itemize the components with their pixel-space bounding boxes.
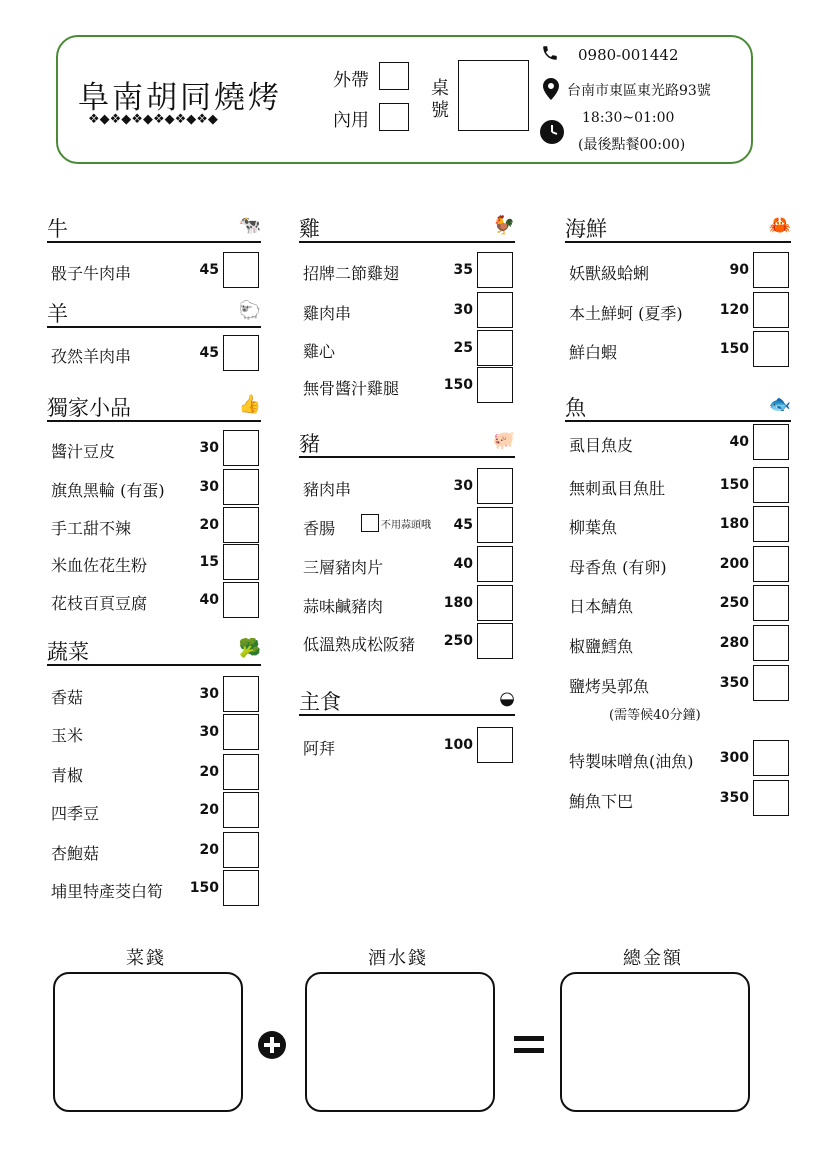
quantity-box[interactable] — [223, 252, 259, 288]
menu-item-price: 35 — [453, 262, 473, 278]
section-title: 主食 — [299, 690, 341, 714]
menu-item-name: 豬肉串 — [303, 480, 352, 499]
plus-circle-icon — [257, 1030, 287, 1060]
menu-item-price: 30 — [453, 478, 473, 494]
quantity-box[interactable] — [477, 507, 513, 543]
menu-item-name: 椒鹽鱈魚 — [569, 637, 634, 656]
menu-item-price: 250 — [443, 633, 473, 649]
menu-item-price: 280 — [719, 635, 749, 651]
menu-item-price: 250 — [719, 595, 749, 611]
food-total-label: 菜錢 — [126, 948, 166, 969]
menu-item-price: 40 — [453, 556, 473, 572]
menu-item-name: 無骨醬汁雞腿 — [303, 379, 400, 398]
section-divider — [565, 420, 791, 422]
menu-item-name: 旗魚黑輪 (有蛋) — [51, 481, 165, 500]
location-pin-icon — [543, 78, 559, 100]
section-divider — [565, 241, 791, 243]
quantity-box[interactable] — [477, 292, 513, 328]
quantity-box[interactable] — [753, 292, 789, 328]
menu-item-price: 15 — [199, 554, 219, 570]
section-title: 雞 — [299, 217, 320, 241]
menu-item-name: 雞肉串 — [303, 304, 352, 323]
menu-item-name: 鮮白蝦 — [569, 343, 618, 362]
cow-icon: 🐄 — [238, 215, 261, 236]
phone-number: 0980-001442 — [578, 46, 679, 64]
menu-item-name: 雞心 — [303, 342, 336, 361]
quantity-box[interactable] — [753, 424, 789, 460]
menu-item-name: 日本鯖魚 — [569, 597, 634, 616]
menu-item-name: 四季豆 — [51, 804, 100, 823]
menu-item-price: 150 — [443, 377, 473, 393]
menu-item-price: 200 — [719, 556, 749, 572]
equals-icon — [514, 1034, 544, 1056]
menu-item-name: 柳葉魚 — [569, 518, 618, 537]
menu-item-name: 花枝百頁豆腐 — [51, 594, 148, 613]
title-decoration: ❖◆❖◆❖◆❖◆❖◆❖◆ — [88, 112, 218, 127]
quantity-box[interactable] — [753, 252, 789, 288]
quantity-box[interactable] — [223, 792, 259, 828]
sheep-icon: 🐑 — [238, 300, 261, 321]
menu-item-price: 30 — [199, 724, 219, 740]
bowl-icon: ◒ — [499, 688, 515, 709]
drink-total-box[interactable] — [305, 972, 495, 1112]
menu-item-price: 90 — [729, 262, 749, 278]
menu-item-name: 蒜味鹹豬肉 — [303, 597, 384, 616]
clock-icon — [539, 119, 565, 145]
section-title: 羊 — [47, 302, 68, 326]
table-label-1: 桌 — [431, 78, 449, 99]
crab-icon: 🦀 — [768, 215, 791, 236]
last-order-time: (最後點餐00:00) — [578, 137, 686, 153]
no-garlic-label: 不用蒜頭哦 — [381, 520, 431, 531]
food-total-box[interactable] — [53, 972, 243, 1112]
quantity-box[interactable] — [477, 727, 513, 763]
quantity-box[interactable] — [753, 740, 789, 776]
drink-total-label: 酒水錢 — [368, 948, 428, 969]
quantity-box[interactable] — [223, 507, 259, 543]
dinein-checkbox[interactable] — [379, 103, 409, 131]
quantity-box[interactable] — [477, 546, 513, 582]
table-label-2: 號 — [431, 100, 449, 121]
menu-item-price: 350 — [719, 790, 749, 806]
menu-item-name: 米血佐花生粉 — [51, 556, 148, 575]
menu-item-name: 手工甜不辣 — [51, 519, 132, 538]
section-divider — [299, 241, 515, 243]
menu-item-price: 350 — [719, 675, 749, 691]
menu-item-price: 100 — [443, 737, 473, 753]
menu-item-price: 150 — [719, 341, 749, 357]
grand-total-label: 總金額 — [623, 948, 683, 969]
dinein-label: 內用 — [333, 110, 369, 131]
menu-item-price: 45 — [199, 345, 219, 361]
section-title: 魚 — [565, 396, 586, 420]
takeout-checkbox[interactable] — [379, 62, 409, 90]
quantity-box[interactable] — [223, 832, 259, 868]
table-number-box[interactable] — [458, 60, 529, 131]
takeout-label: 外帶 — [333, 70, 369, 91]
menu-item-name: 招牌二節雞翅 — [303, 264, 400, 283]
quantity-box[interactable] — [753, 780, 789, 816]
quantity-box[interactable] — [477, 585, 513, 621]
menu-item-price: 300 — [719, 750, 749, 766]
section-divider — [299, 714, 515, 716]
quantity-box[interactable] — [753, 467, 789, 503]
section-divider — [47, 241, 261, 243]
menu-item-price: 40 — [199, 592, 219, 608]
quantity-box[interactable] — [477, 330, 513, 366]
section-title: 獨家小品 — [47, 396, 131, 420]
opening-hours: 18:30~01:00 — [582, 110, 675, 126]
quantity-box[interactable] — [223, 714, 259, 750]
menu-item-price: 30 — [199, 686, 219, 702]
menu-item-name: 本土鮮蚵 (夏季) — [569, 304, 683, 323]
quantity-box[interactable] — [477, 468, 513, 504]
menu-item-price: 30 — [453, 302, 473, 318]
section-divider — [47, 420, 261, 422]
menu-item-price: 30 — [199, 440, 219, 456]
menu-item-price: 40 — [729, 434, 749, 450]
quantity-box[interactable] — [753, 331, 789, 367]
menu-item-price: 45 — [453, 517, 473, 533]
section-divider — [47, 326, 261, 328]
menu-item-price: 20 — [199, 764, 219, 780]
menu-item-name: 鹽烤吳郭魚 — [569, 677, 650, 696]
section-divider — [47, 664, 261, 666]
menu-item-price: 30 — [199, 479, 219, 495]
address: 台南市東區東光路93號 — [567, 83, 711, 99]
menu-item-name: 骰子牛肉串 — [51, 264, 132, 283]
menu-item-name: 醬汁豆皮 — [51, 442, 116, 461]
menu-item-price: 20 — [199, 517, 219, 533]
menu-item-name: 孜然羊肉串 — [51, 347, 132, 366]
menu-item-name: 玉米 — [51, 726, 84, 745]
quantity-box[interactable] — [223, 430, 259, 466]
menu-item-name: 低溫熟成松阪豬 — [303, 635, 416, 654]
pig-icon: 🐖 — [492, 430, 515, 451]
menu-item-name: 鮪魚下巴 — [569, 792, 634, 811]
menu-item-price: 45 — [199, 262, 219, 278]
menu-item-price: 150 — [189, 880, 219, 896]
menu-item-price: 180 — [719, 516, 749, 532]
quantity-box[interactable] — [223, 469, 259, 505]
no-garlic-checkbox[interactable] — [361, 514, 379, 532]
chicken-icon: 🐓 — [492, 215, 515, 236]
quantity-box[interactable] — [223, 754, 259, 790]
menu-item-name: 母香魚 (有卵) — [569, 558, 667, 577]
quantity-box[interactable] — [753, 546, 789, 582]
menu-item-name: 無刺虱目魚肚 — [569, 479, 666, 498]
quantity-box[interactable] — [753, 585, 789, 621]
shop-title: 阜南胡同燒烤 — [78, 80, 282, 116]
menu-item-price: 20 — [199, 802, 219, 818]
menu-item-name: 妖獸級蛤蜊 — [569, 264, 650, 283]
menu-item-price: 180 — [443, 595, 473, 611]
menu-item-name: 香腸 — [303, 519, 336, 538]
section-title: 豬 — [299, 432, 320, 456]
menu-item-name: 青椒 — [51, 766, 84, 785]
menu-item-name: 杏鮑菇 — [51, 844, 100, 863]
menu-item-name: 埔里特產茭白筍 — [51, 882, 164, 901]
menu-item-price: 20 — [199, 842, 219, 858]
quantity-box[interactable] — [223, 335, 259, 371]
section-title: 蔬菜 — [47, 640, 89, 664]
thumbs-up-icon: 👍 — [238, 394, 261, 415]
quantity-box[interactable] — [753, 625, 789, 661]
phone-icon — [541, 44, 559, 62]
quantity-box[interactable] — [223, 676, 259, 712]
quantity-box[interactable] — [223, 870, 259, 906]
menu-item-price: 150 — [719, 477, 749, 493]
quantity-box[interactable] — [223, 582, 259, 618]
quantity-box[interactable] — [753, 506, 789, 542]
section-title: 海鮮 — [565, 217, 607, 241]
quantity-box[interactable] — [477, 252, 513, 288]
quantity-box[interactable] — [753, 665, 789, 701]
menu-item-name: 香菇 — [51, 688, 84, 707]
menu-item-price: 25 — [453, 340, 473, 356]
section-divider — [299, 456, 515, 458]
quantity-box[interactable] — [477, 623, 513, 659]
fish-icon: 🐟 — [768, 394, 791, 415]
menu-item-name: 三層豬肉片 — [303, 558, 384, 577]
menu-item-name: 特製味噌魚(油魚) — [569, 752, 694, 771]
quantity-box[interactable] — [223, 544, 259, 580]
section-title: 牛 — [47, 217, 68, 241]
menu-item-price: 120 — [719, 302, 749, 318]
menu-item-name: 阿拜 — [303, 739, 336, 758]
grand-total-box[interactable] — [560, 972, 750, 1112]
menu-item-name: 虱目魚皮 — [569, 436, 634, 455]
quantity-box[interactable] — [477, 367, 513, 403]
broccoli-icon: 🥦 — [238, 638, 261, 659]
wait-time-note: (需等候40分鐘) — [609, 708, 701, 723]
